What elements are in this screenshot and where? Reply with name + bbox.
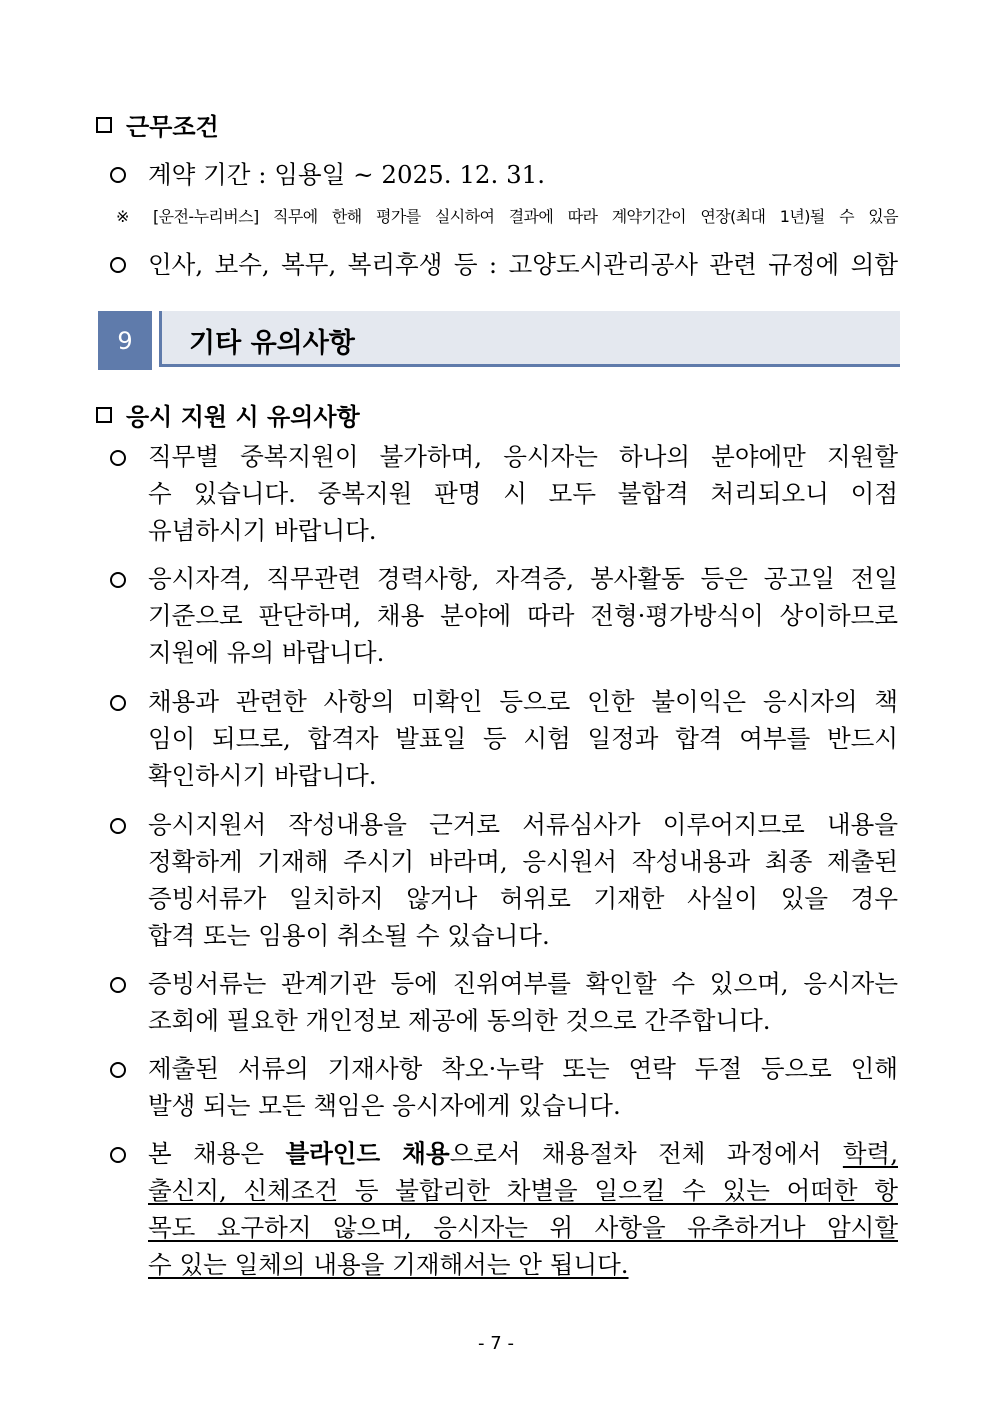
precaution-line: 임이 되므로, 합격자 발표일 등 시험 일정과 합격 여부를 반드시 <box>148 724 898 753</box>
circle-bullet-icon <box>110 695 126 711</box>
blind-hiring-underline: 수 있는 일체의 내용을 기재해서는 안 됩니다. <box>148 1250 629 1279</box>
precaution-line: 발생 되는 모든 책임은 응시자에게 있습니다. <box>148 1091 621 1120</box>
work-conditions-heading <box>96 107 219 142</box>
precautions-heading <box>96 397 360 432</box>
circle-bullet-icon <box>110 450 126 466</box>
blind-hiring-line-1 <box>148 1135 898 1172</box>
precaution-line: 증빙서류가 일치하지 않거나 허위로 기재한 사실이 있을 경우 <box>148 884 898 913</box>
section-banner <box>98 311 900 370</box>
blind-hiring-line-4 <box>148 1246 898 1283</box>
precaution-line: 채용과 관련한 사항의 미확인 등으로 인한 불이익은 응시자의 책 <box>148 687 898 716</box>
section-title: 기타 유의사항 <box>189 328 355 359</box>
blind-hiring-pre: 본 채용은 <box>148 1139 286 1168</box>
blind-hiring-bold: 블라인드 채용 <box>285 1139 450 1168</box>
blind-hiring-underline: 목도 요구하지 않으며, 응시자는 위 사항을 유추하거나 암시할 <box>148 1213 898 1242</box>
section-number: 9 <box>98 311 152 370</box>
circle-bullet-icon <box>110 977 126 993</box>
circle-bullet-icon <box>110 1062 126 1078</box>
precaution-line: 기준으로 판단하며, 채용 분야에 따라 전형·평가방식이 상이하므로 <box>148 601 898 630</box>
precaution-line: 지원에 유의 바랍니다. <box>148 638 385 667</box>
precaution-line: 응시지원서 작성내용을 근거로 서류심사가 이루어지므로 내용을 <box>148 810 898 839</box>
circle-bullet-icon <box>110 1147 126 1163</box>
circle-bullet-icon <box>110 167 126 183</box>
hr-regulations: 인사, 보수, 복무, 복리후생 등 : 고양도시관리공사 관련 규정에 의함 <box>148 250 898 279</box>
precaution-line: 유념하시기 바랍니다. <box>148 516 377 545</box>
precaution-line: 응시자격, 직무관련 경력사항, 자격증, 봉사활동 등은 공고일 전일 <box>148 564 898 593</box>
precaution-line: 조회에 필요한 개인정보 제공에 동의한 것으로 간주합니다. <box>148 1006 771 1035</box>
precaution-line: 합격 또는 임용이 취소될 수 있습니다. <box>148 921 550 950</box>
square-bullet-icon <box>96 407 112 423</box>
blind-hiring-underline: 학력, <box>842 1139 898 1168</box>
precaution-line: 확인하시기 바랍니다. <box>148 761 377 790</box>
precautions-title: 응시 지원 시 유의사항 <box>126 403 360 431</box>
precaution-line: 정확하게 기재해 주시기 바라며, 응시원서 작성내용과 최종 제출된 <box>148 847 898 876</box>
work-conditions-title: 근무조건 <box>126 113 219 141</box>
circle-bullet-icon <box>110 572 126 588</box>
page-number: - 7 - <box>478 1333 514 1354</box>
precaution-line: 제출된 서류의 기재사항 착오·누락 또는 연락 두절 등으로 인해 <box>148 1054 898 1083</box>
blind-hiring-underline: 출신지, 신체조건 등 불합리한 차별을 일으킬 수 있는 어떠한 항 <box>148 1176 898 1205</box>
precaution-line: 직무별 중복지원이 불가하며, 응시자는 하나의 분야에만 지원할 <box>148 442 898 471</box>
circle-bullet-icon <box>110 818 126 834</box>
blind-hiring-line-2 <box>148 1172 898 1209</box>
blind-hiring-mid: 으로서 채용절차 전체 과정에서 <box>449 1139 843 1168</box>
square-bullet-icon <box>96 117 112 133</box>
contract-period: 계약 기간 : 임용일 ~ 2025. 12. 31. <box>148 160 546 189</box>
circle-bullet-icon <box>110 257 126 273</box>
precaution-line: 증빙서류는 관계기관 등에 진위여부를 확인할 수 있으며, 응시자는 <box>148 969 898 998</box>
contract-extension-note: ※ [운전-누리버스] 직무에 한해 평가를 실시하여 결과에 따라 계약기간이 연장(최대 1년)될 수 있음 <box>116 207 898 226</box>
blind-hiring-line-3 <box>148 1209 898 1246</box>
precaution-line: 수 있습니다. 중복지원 판명 시 모두 불합격 처리되오니 이점 <box>148 479 898 508</box>
